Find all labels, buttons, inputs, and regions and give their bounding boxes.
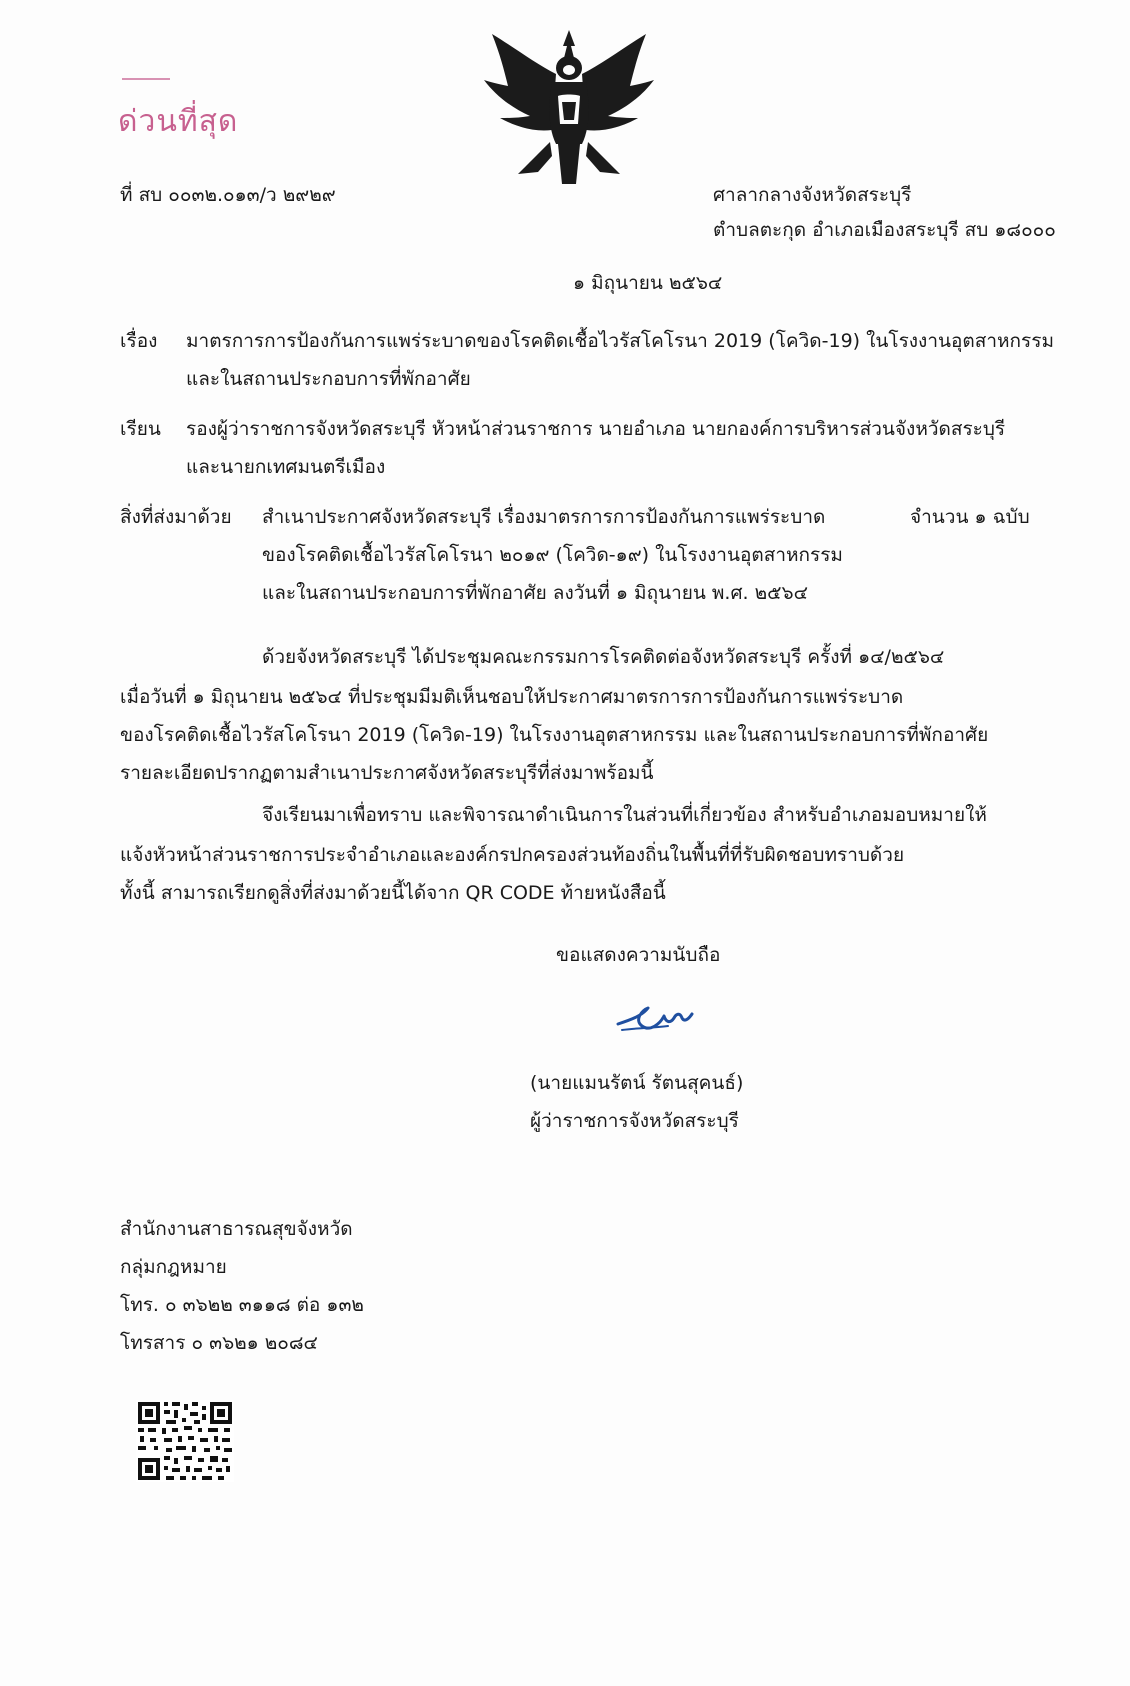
enclosure-line: สำเนาประกาศจังหวัดสระบุรี เรื่องมาตรการการป้องกันการแพร่ระบาด [262,506,826,528]
closing-phrase: ขอแสดงความนับถือ [556,944,721,966]
enclosure-label: สิ่งที่ส่งมาด้วย [120,506,232,528]
recipient-line: และนายกเทศมนตรีเมือง [186,456,386,478]
issuer-office: ศาลากลางจังหวัดสระบุรี [713,184,912,206]
recipient-line: รองผู้ว่าราชการจังหวัดสระบุรี หัวหน้าส่วนราชการ นายอำเภอ นายกองค์การบริหารส่วนจังหวัดสระบุรี [186,418,1006,440]
signer-title: ผู้ว่าราชการจังหวัดสระบุรี [530,1110,739,1132]
body-paragraph-2-line: จึงเรียนมาเพื่อทราบ และพิจารณาดำเนินการในส่วนที่เกี่ยวข้อง สำหรับอำเภอมอบหมายให้ [262,804,987,826]
subject-line: และในสถานประกอบการที่พักอาศัย [186,368,471,390]
document-date: ๑ มิถุนายน ๒๕๖๔ [573,272,723,294]
body-paragraph-2-line: แจ้งหัวหน้าส่วนราชการประจำอำเภอและองค์กรปกครองส่วนท้องถิ่นในพื้นที่ที่รับผิดชอบทราบด้วย [120,844,905,866]
issuer-address: ตำบลตะกุด อำเภอเมืองสระบุรี สบ ๑๘๐๐๐ [713,219,1056,241]
body-paragraph-1-line: รายละเอียดปรากฏตามสำเนาประกาศจังหวัดสระบุรีที่ส่งมาพร้อมนี้ [120,762,654,784]
signer-name: (นายแมนรัตน์ รัตนสุคนธ์) [530,1072,744,1094]
document-reference: ที่ สบ ๐๐๓๒.๐๑๓/ว ๒๙๒๙ [120,184,336,206]
enclosure-count: จำนวน ๑ ฉบับ [910,506,1030,528]
recipient-label: เรียน [120,418,161,440]
handwritten-signature [612,990,702,1040]
garuda-emblem-icon [478,24,660,198]
enclosure-line: ของโรคติดเชื้อไวรัสโคโรนา ๒๐๑๙ (โควิด-๑๙) ในโรงงานอุตสาหกรรม [262,544,843,566]
urgency-stamp: ด่วนที่สุด [118,104,239,139]
footer-fax: โทรสาร ๐ ๓๖๒๑ ๒๐๘๔ [120,1332,318,1354]
body-paragraph-1-line: เมื่อวันที่ ๑ มิถุนายน ๒๕๖๔ ที่ประชุมมีมติเห็นชอบให้ประกาศมาตรการการป้องกันการแพร่ระบาด [120,686,904,708]
footer-office: สำนักงานสาธารณสุขจังหวัด [120,1218,353,1240]
urgency-overline [122,78,170,80]
body-paragraph-1-line: ของโรคติดเชื้อไวรัสโคโรนา 2019 (โควิด-19) ในโรงงานอุตสาหกรรม และในสถานประกอบการที่พักอาศัย [120,724,989,746]
subject-line: มาตรการการป้องกันการแพร่ระบาดของโรคติดเชื้อไวรัสโคโรนา 2019 (โควิด-19) ในโรงงานอุตสาหกรรม [186,330,1054,352]
enclosure-line: และในสถานประกอบการที่พักอาศัย ลงวันที่ ๑ มิถุนายน พ.ศ. ๒๕๖๔ [262,582,808,604]
subject-label: เรื่อง [120,330,158,352]
footer-phone: โทร. ๐ ๓๖๒๒ ๓๑๑๘ ต่อ ๑๓๒ [120,1294,364,1316]
footer-group: กลุ่มกฎหมาย [120,1256,227,1278]
body-paragraph-1-line: ด้วยจังหวัดสระบุรี ได้ประชุมคณะกรรมการโรคติดต่อจังหวัดสระบุรี ครั้งที่ ๑๔/๒๕๖๔ [262,646,945,668]
qr-code-icon[interactable] [136,1400,234,1482]
body-paragraph-2-line: ทั้งนี้ สามารถเรียกดูสิ่งที่ส่งมาด้วยนี้ได้จาก QR CODE ท้ายหนังสือนี้ [120,882,666,904]
